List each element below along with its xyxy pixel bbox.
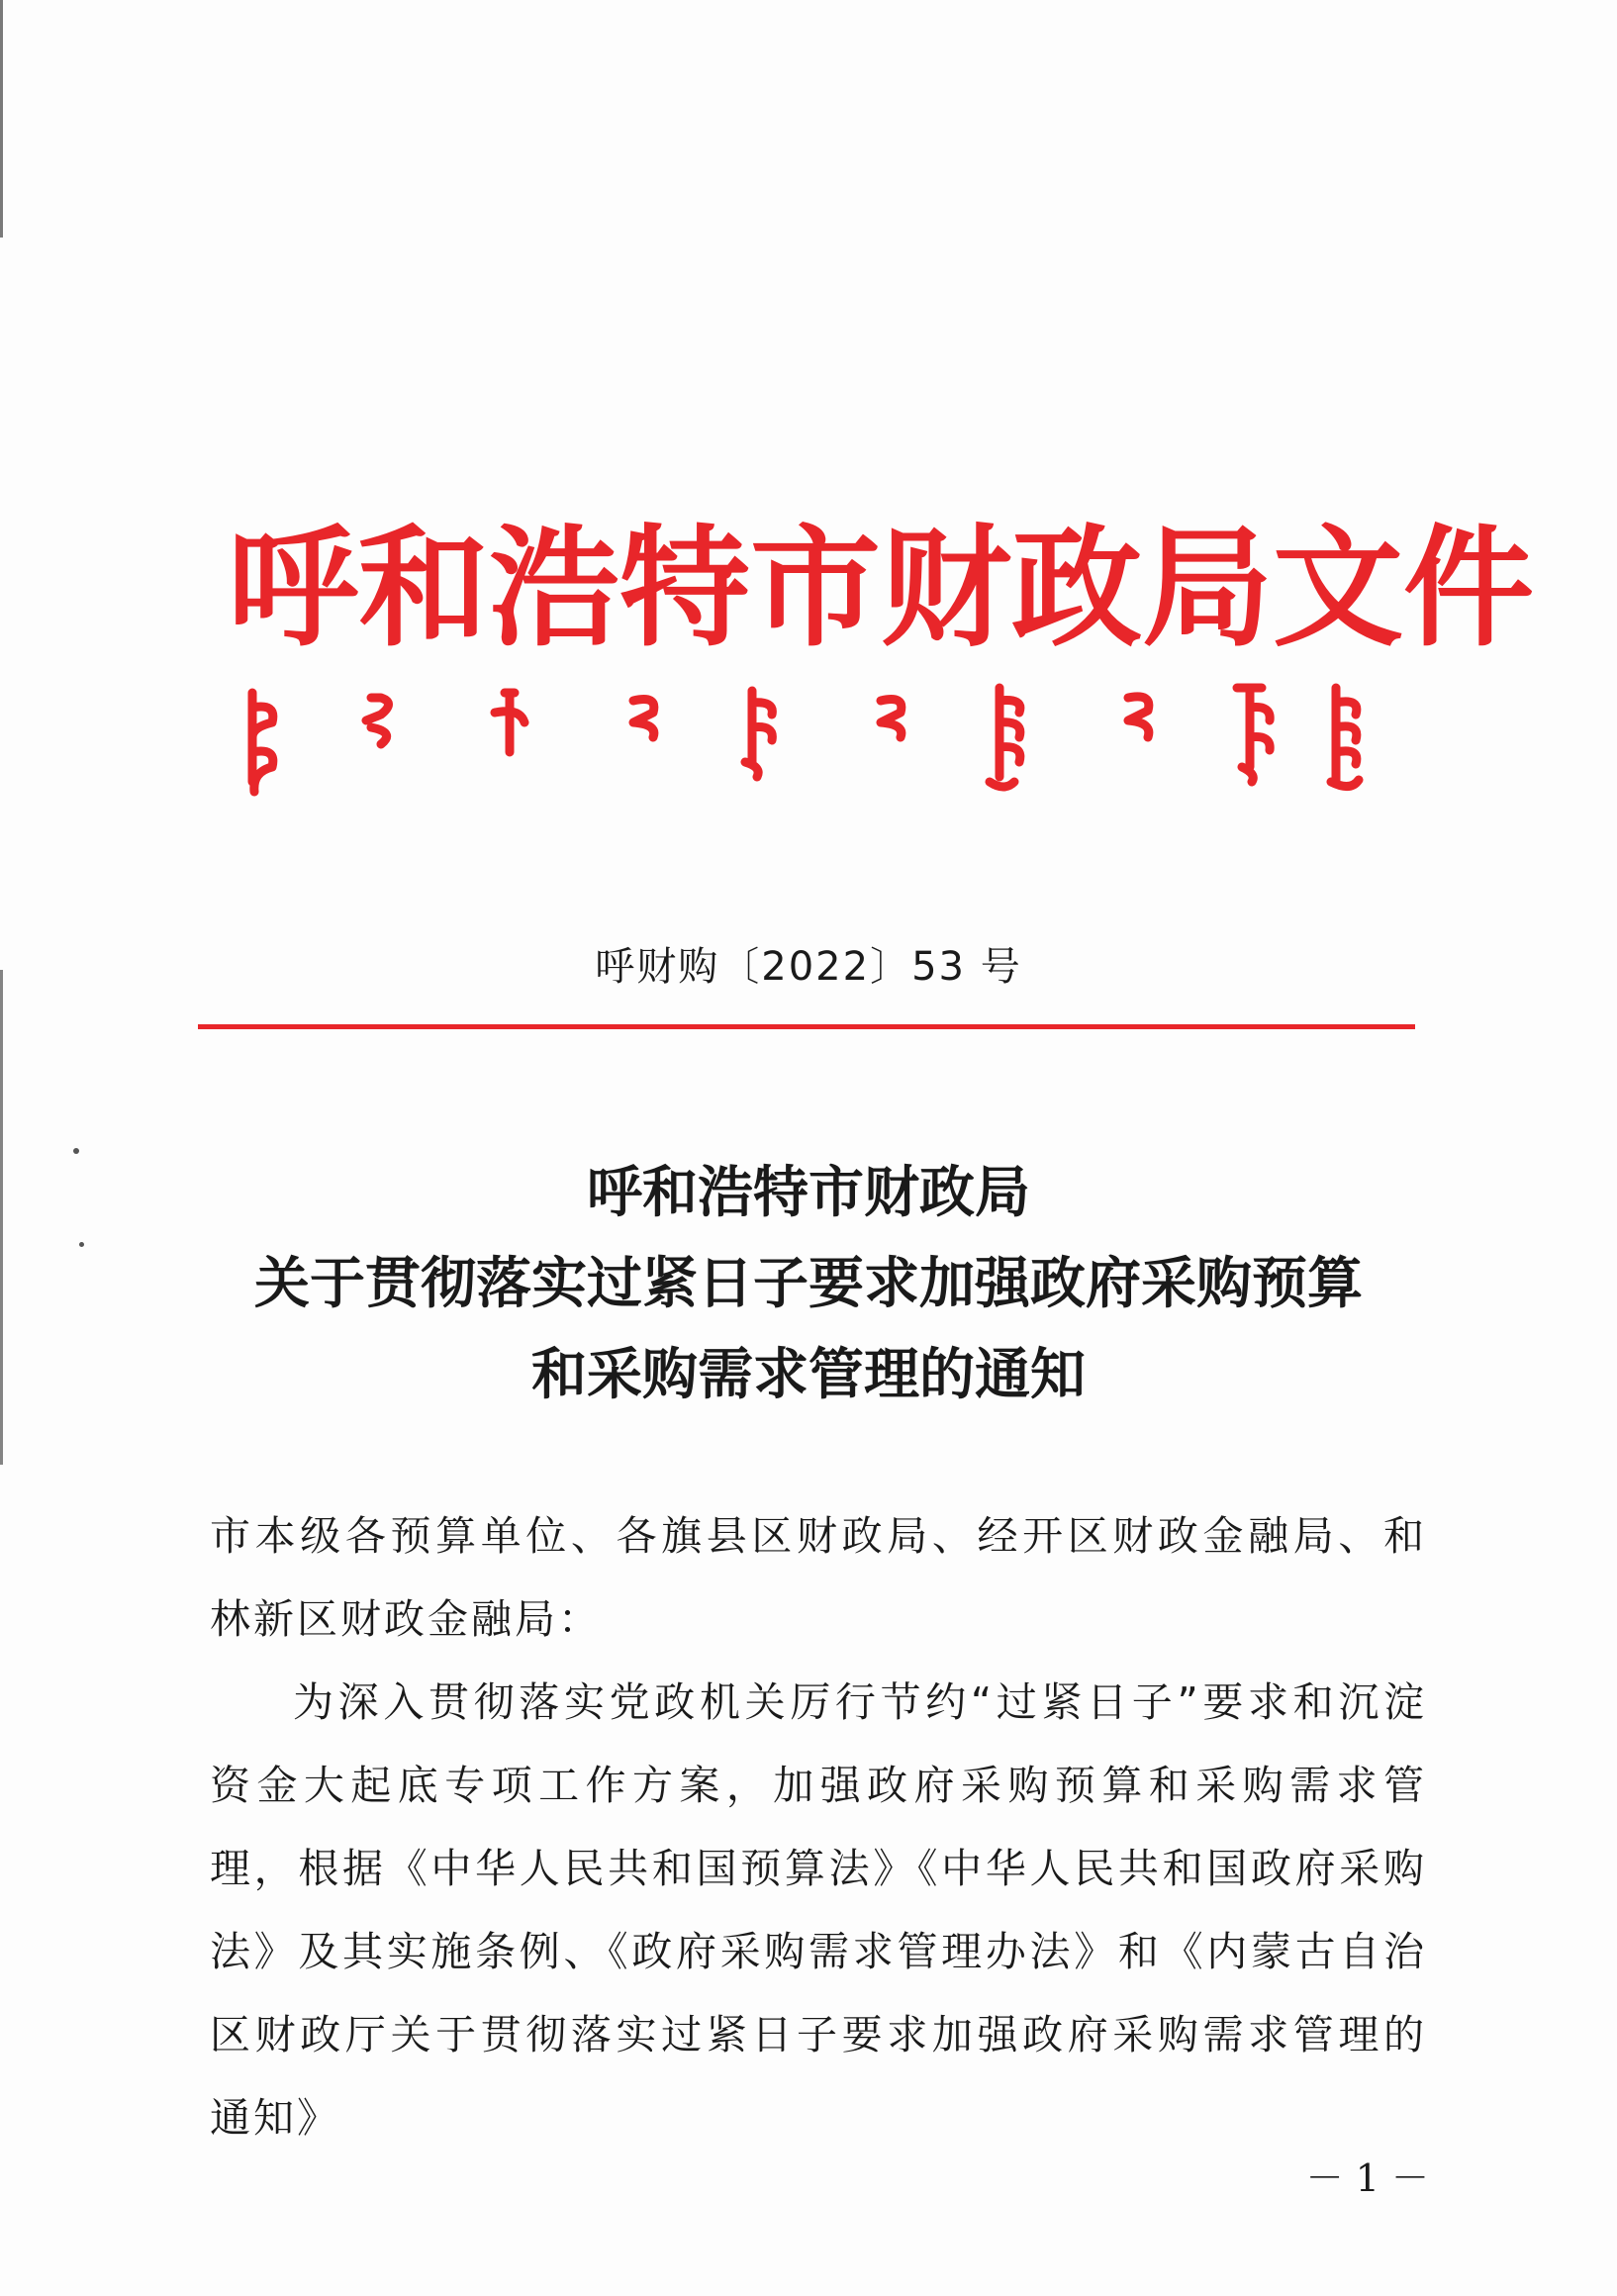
mongolian-script-masthead <box>233 683 1371 802</box>
title-line: 呼和浩特市财政局 <box>587 1161 1030 1225</box>
title-line: 和采购需求管理的通知 <box>531 1343 1086 1407</box>
red-divider-line <box>198 1024 1415 1029</box>
masthead-title <box>228 512 1534 665</box>
masthead-char: 政 <box>1011 512 1142 665</box>
document-title <box>0 1148 1617 1421</box>
masthead-char: 呼 <box>228 512 358 665</box>
addressee-line: 市本级各预算单位、各旗县区财政局、经开区财政金融局、和林新区财政金融局： <box>210 1512 1427 1643</box>
masthead-char: 市 <box>750 512 881 665</box>
body-paragraph: 为深入贯彻落实党政机关厉行节约“过紧日子”要求和沉淀资金大起底专项工作方案，加强政府采购预算和采购需求管理，根据《中华人民共和国预算法》《中华人民共和国政府采购法》及其实施条例、《政府采购需求管理办法》和《内蒙古自治区财政厅关于贯彻落实过紧日子要求加强政府采购需求管理的通知》 <box>210 1678 1427 2142</box>
masthead-char: 件 <box>1403 512 1534 665</box>
masthead-char: 财 <box>881 512 1011 665</box>
masthead-char: 特 <box>619 512 750 665</box>
masthead-char: 浩 <box>489 512 619 665</box>
document-body <box>210 1494 1427 2159</box>
document-number: 呼财购〔2022〕53 号 <box>595 944 1022 990</box>
masthead-char: 局 <box>1142 512 1273 665</box>
masthead-char: 文 <box>1273 512 1403 665</box>
masthead-char: 和 <box>358 512 489 665</box>
title-line: 关于贯彻落实过紧日子要求加强政府采购预算 <box>254 1252 1363 1316</box>
page-number: － 1 － <box>1305 2156 1429 2200</box>
